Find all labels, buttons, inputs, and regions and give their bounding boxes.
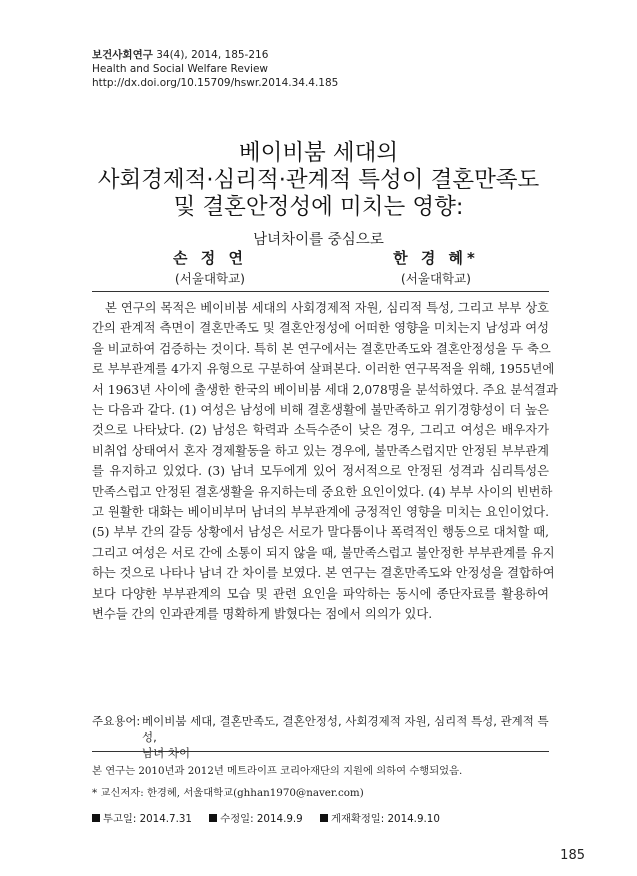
- journal-citation-line: [92, 48, 338, 62]
- abstract-top-rule: [92, 291, 549, 292]
- abstract-line: 를 유지하고 있었다. (3) 남녀 모두에게 있어 정서적으로 안정된 성격과 심리특성은: [92, 464, 549, 479]
- abstract-line: 만족스럽고 안정된 결혼생활을 유지하는데 중요한 요인이었다. (4) 부부 사이의 빈번하: [92, 484, 553, 499]
- abstract-line: 는 다음과 같다. (1) 여성은 남성에 비해 결혼생활에 불만족하고 위기경향성이 더 높은: [92, 403, 549, 418]
- paper-subtitle: 남녀차이를 중심으로: [253, 232, 384, 248]
- page-number: 185: [560, 848, 585, 863]
- abstract-line: 보다 다양한 부부관계의 모습 및 관련 요인을 파악하는 동시에 종단자료를 활용하여: [92, 586, 549, 601]
- accepted-date: 게재확정일: 2014.9.10: [331, 813, 440, 825]
- title-line-3: 및 결혼안정성에 미치는 영향:: [173, 194, 464, 220]
- keywords-text: [142, 713, 552, 761]
- journal-name: 보건사회연구: [92, 49, 153, 61]
- journal-english-title: Health and Social Welfare Review: [92, 63, 268, 75]
- square-bullet-icon: [92, 814, 100, 822]
- abstract-line: 하는 것으로 나타나 남녀 간 차이를 보였다. 본 연구는 결혼만족도와 안정성을 결합하여: [92, 566, 555, 581]
- abstract-line: 그리고 여성은 서로 간에 소통이 되지 않을 때, 불만족스럽고 불안정한 부부관계를 유지: [92, 545, 555, 560]
- keywords-line-2: 남녀 차이: [142, 746, 191, 760]
- journal-citation: 34(4), 2014, 185-216: [156, 49, 269, 61]
- title-line-1: 베이비붐 세대의: [238, 140, 399, 166]
- journal-header: [92, 48, 338, 90]
- author-name-2: 한 경 혜*: [393, 249, 479, 267]
- square-bullet-icon: [209, 814, 217, 822]
- accepted-date-item: [320, 813, 440, 825]
- abstract-line: 변수들 간의 인과관계를 명확하게 밝혔다는 점에서 의의가 있다.: [92, 607, 433, 622]
- corresponding-author-note: * 교신저자: 한경혜, 서울대학교(ghhan1970@naver.com): [92, 787, 364, 799]
- revised-date: 수정일: 2014.9.9: [220, 813, 303, 825]
- abstract-line: 간의 관계적 측면이 결혼만족도 및 결혼안정성에 어떠한 영향을 미치는지 남성과 여성: [92, 321, 549, 336]
- abstract-line: 로 부부관계를 4가지 유형으로 구분하여 살펴본다. 이러한 연구목적을 위해, 1955년에: [92, 362, 555, 377]
- abstract-line: 고 원활한 대화는 베이비부머 남녀의 부부관계에 긍정적인 영향을 미치는 요인이었다.: [92, 505, 549, 520]
- abstract-line: 것으로 나타났다. (2) 남성은 학력과 소득수준이 낮은 경우, 그리고 여성은 배우자가: [92, 423, 549, 438]
- abstract-line: 비취업 상태여서 혼자 경제활동을 하고 있는 경우에, 불만족스럽지만 안정된 부부관계: [92, 443, 549, 458]
- title-line-2: 사회경제적·심리적·관계적 특성이 결혼만족도: [97, 167, 540, 193]
- square-bullet-icon: [320, 814, 328, 822]
- abstract: [92, 298, 558, 625]
- paper-title: [0, 140, 637, 221]
- received-date: 투고일: 2014.7.31: [103, 813, 192, 825]
- doi-link[interactable]: http://dx.doi.org/10.15709/hswr.2014.34.4.185: [92, 77, 339, 89]
- abstract-line: (5) 부부 간의 갈등 상황에서 남성은 서로가 말다툼이나 폭력적인 행동으로 대처할 때,: [92, 525, 549, 540]
- abstract-line: 본 연구의 목적은 베이비붐 세대의 사회경제적 자원, 심리적 특성, 그리고 부부 상호: [105, 301, 549, 315]
- abstract-line: 서 1963년 사이에 출생한 한국의 베이비붐 세대 2,078명을 분석하였다. 주요 분석결과: [92, 382, 558, 397]
- keywords-line-1: 베이비붐 세대, 결혼만족도, 결혼안정성, 사회경제적 자원, 심리적 특성, 관계적 특성,: [142, 714, 549, 744]
- submission-dates: [92, 810, 454, 825]
- keywords-label: 주요용어:: [92, 714, 141, 728]
- author-name-1: 손 정 연: [173, 249, 247, 267]
- received-date-item: [92, 813, 192, 825]
- revised-date-item: [209, 813, 302, 825]
- author-affiliation-1: (서울대학교): [174, 271, 246, 286]
- abstract-line: 을 비교하여 검증하는 것이다. 특히 본 연구에서는 결혼만족도와 결혼안정성을 두 축으: [92, 341, 551, 356]
- footnote-rule: [92, 751, 549, 752]
- author-affiliation-2: (서울대학교): [400, 271, 472, 286]
- funding-note: 본 연구는 2010년과 2012년 메트라이프 코리아재단의 지원에 의하여 수행되었음.: [92, 765, 463, 777]
